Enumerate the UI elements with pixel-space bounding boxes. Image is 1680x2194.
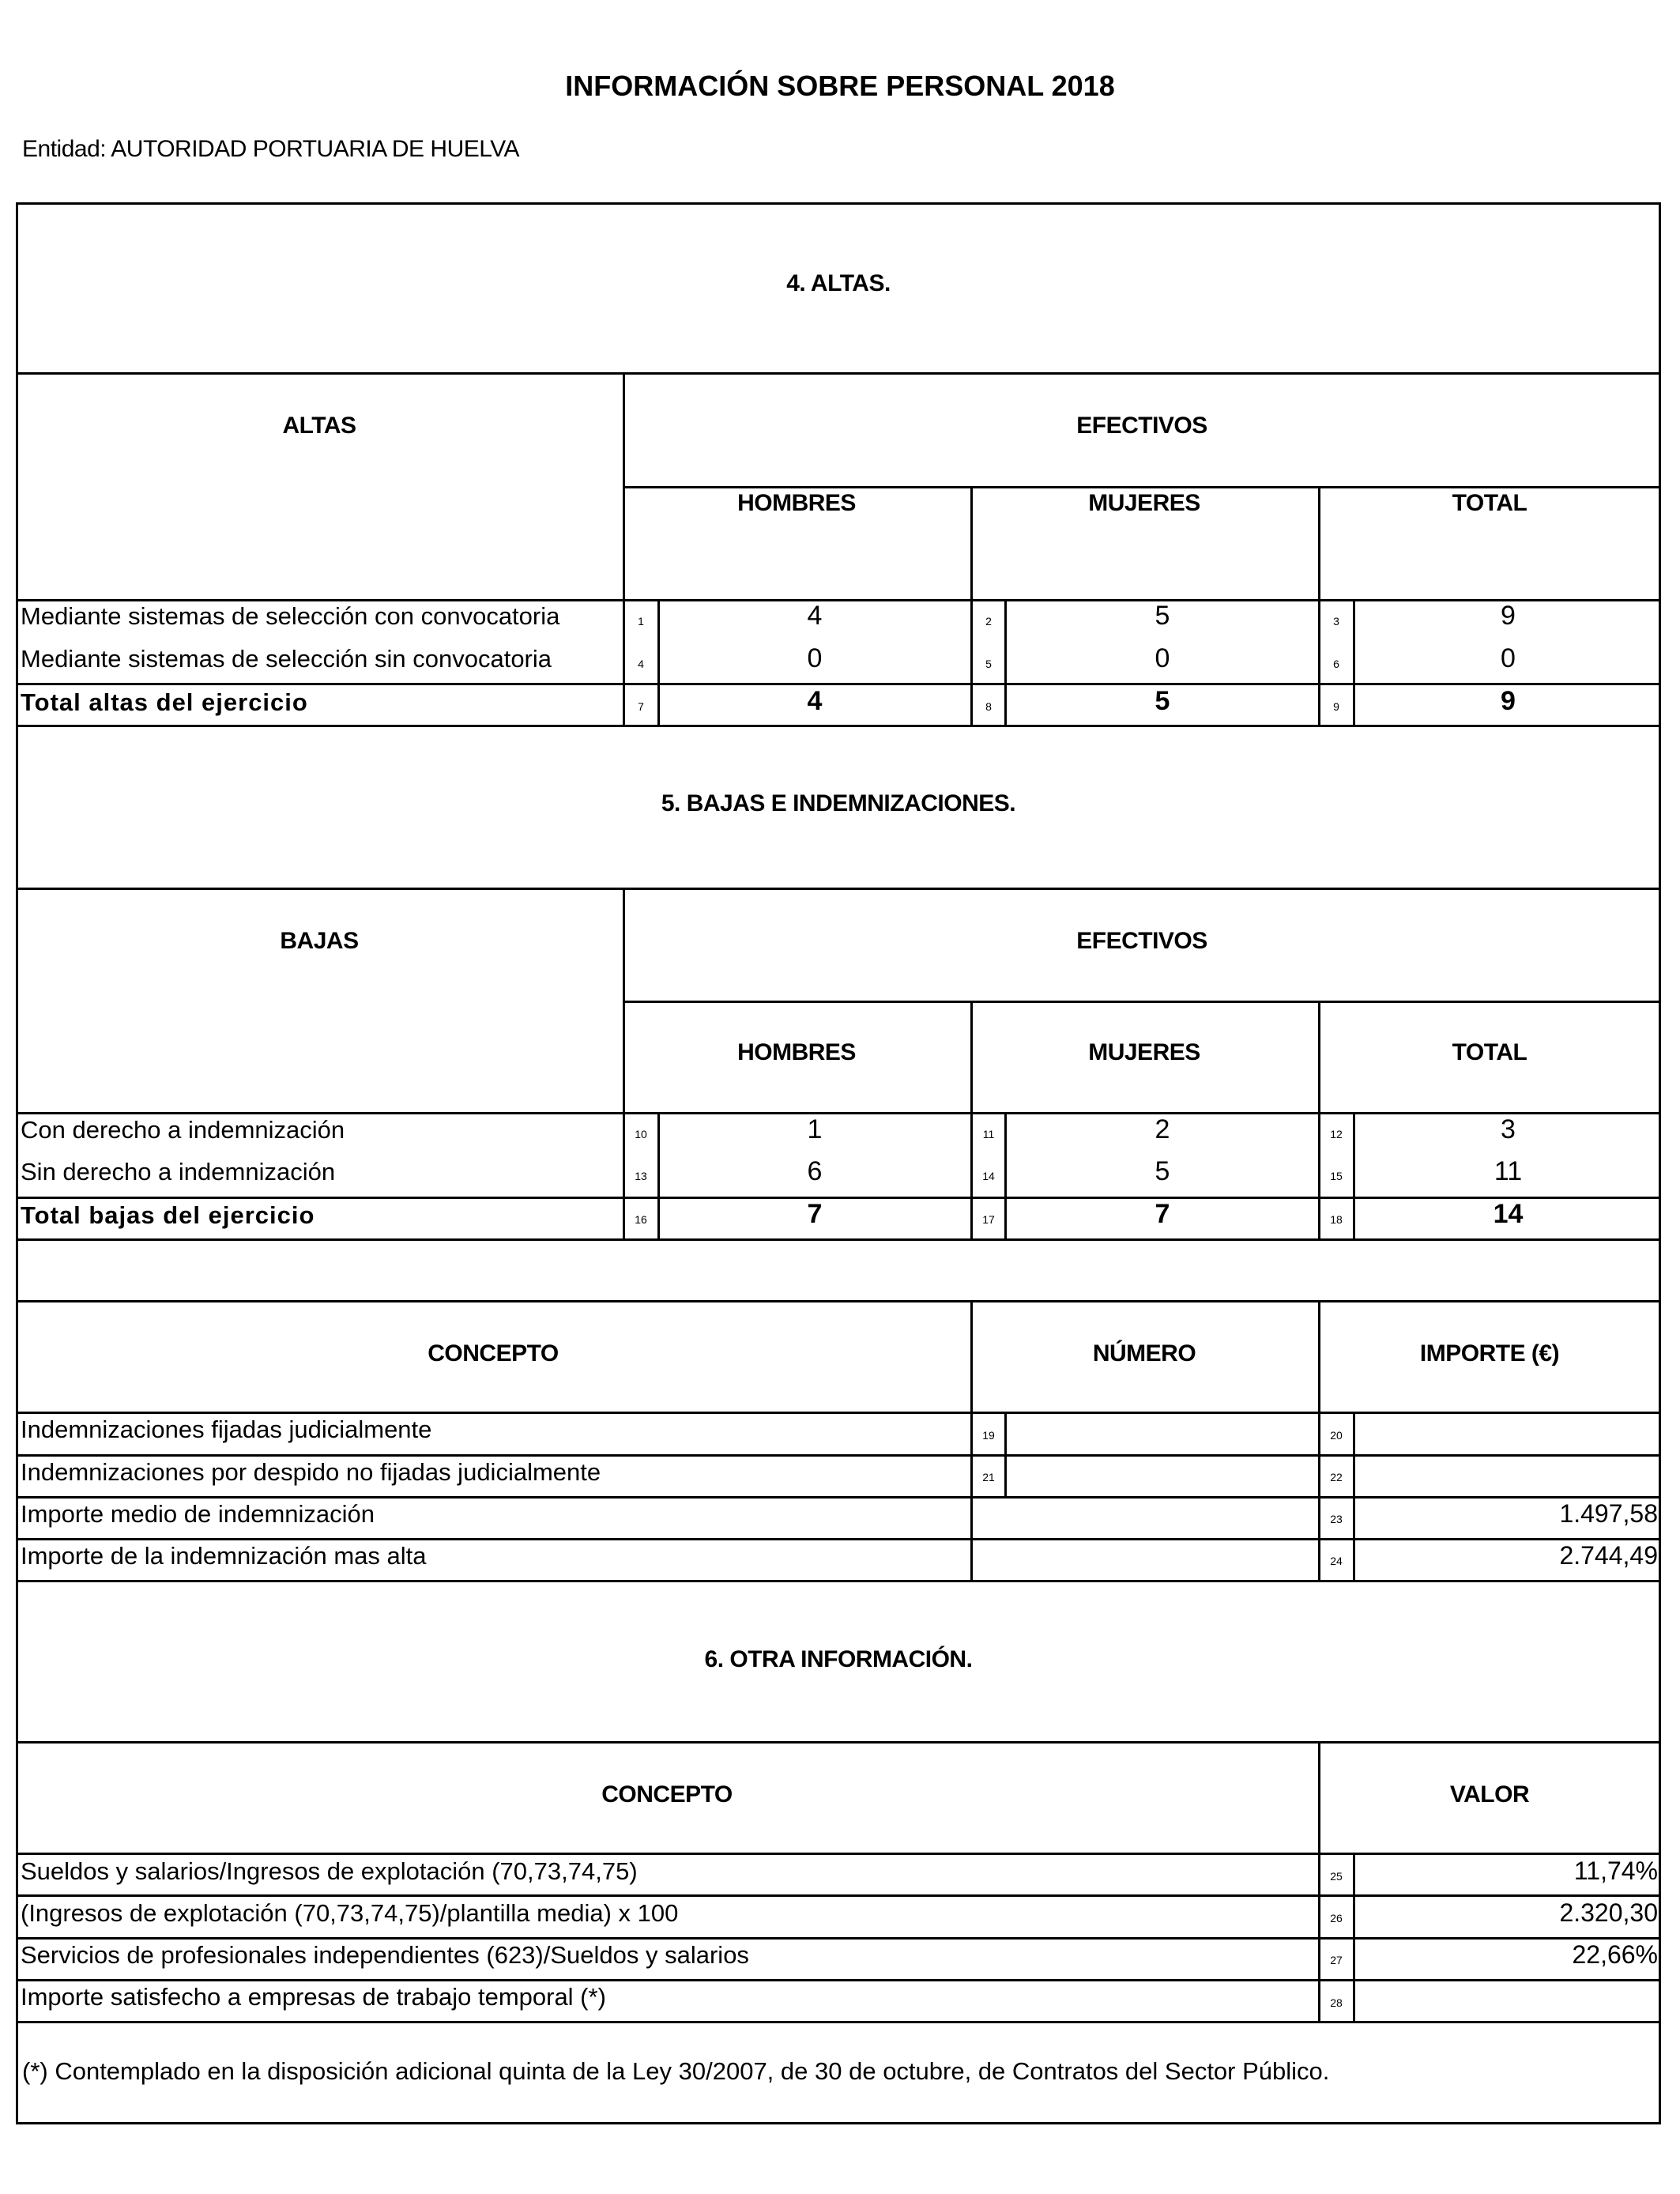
column-header-valor: VALOR [1449, 1781, 1530, 1808]
column-header-hombres: HOMBRES [737, 490, 856, 516]
bajas-row-label: Sin derecho a indemnización [21, 1158, 336, 1186]
valor-value: 2.320,30 [1559, 1898, 1658, 1927]
rule [1318, 486, 1320, 727]
column-header-concepto: CONCEPTO [428, 1340, 559, 1367]
rule [623, 1001, 1661, 1003]
indemn-row-label: Indemnizaciones fijadas judicialmente [21, 1416, 432, 1443]
cell-index: 6 [1333, 658, 1339, 670]
cell-index: 9 [1333, 700, 1339, 713]
cell-index: 22 [1330, 1471, 1343, 1483]
total-value: 0 [1501, 643, 1516, 673]
cell-index: 19 [982, 1429, 995, 1442]
rule [970, 486, 973, 727]
column-header-concepto: CONCEPTO [601, 1781, 733, 1808]
mujeres-value: 0 [1155, 643, 1170, 673]
column-header-numero: NÚMERO [1092, 1340, 1196, 1367]
indemn-row-label: Importe de la indemnización mas alta [21, 1542, 427, 1570]
mujeres-value: 5 [1155, 601, 1170, 631]
total-total: 14 [1493, 1199, 1524, 1229]
cell-index: 5 [985, 658, 992, 670]
total-value: 9 [1501, 601, 1516, 631]
cell-index: 8 [985, 700, 992, 713]
indemn-row-label: Indemnizaciones por despido no fijadas judicialmente [21, 1458, 601, 1486]
total-value: 11 [1494, 1156, 1523, 1186]
otra-row-label: Importe satisfecho a empresas de trabajo temporal (*) [21, 1983, 606, 2011]
column-header-hombres: HOMBRES [737, 1039, 856, 1065]
mujeres-total: 7 [1155, 1199, 1170, 1229]
cell-index: 24 [1330, 1555, 1343, 1567]
rule [1318, 1001, 1320, 1241]
altas-row-label: Mediante sistemas de selección con convocatoria [21, 602, 560, 630]
rule [16, 1454, 1661, 1457]
cell-index: 15 [1330, 1170, 1343, 1182]
cell-index: 28 [1330, 1996, 1343, 2009]
rule [16, 1496, 1661, 1498]
hombres-value: 0 [807, 643, 823, 673]
column-header-mujeres: MUJERES [1088, 1039, 1200, 1065]
cell-index: 27 [1330, 1954, 1343, 1966]
cell-index: 2 [985, 615, 992, 628]
cell-index: 26 [1330, 1912, 1343, 1924]
cell-index: 10 [635, 1128, 647, 1140]
cell-index: 16 [635, 1213, 647, 1226]
rule [16, 725, 1661, 727]
rule [16, 1741, 1661, 1744]
rule [16, 2021, 1661, 2023]
rule [16, 1300, 1661, 1302]
column-header-altas: ALTAS [282, 413, 356, 439]
page-title: INFORMACIÓN SOBRE PERSONAL 2018 [565, 70, 1115, 102]
mujeres-value: 2 [1155, 1114, 1170, 1144]
column-header-efectivos: EFECTIVOS [1076, 928, 1207, 954]
valor-value: 11,74% [1573, 1857, 1658, 1885]
rule [16, 888, 1661, 890]
altas-total-label: Total altas del ejercicio [21, 688, 308, 716]
cell-index: 14 [982, 1170, 995, 1182]
otra-row-label: Servicios de profesionales independientes (623)/Sueldos y salarios [21, 1941, 749, 1969]
rule [16, 1412, 1661, 1414]
column-header-mujeres: MUJERES [1088, 490, 1200, 516]
mujeres-total: 5 [1155, 686, 1170, 716]
column-header-total: TOTAL [1452, 1039, 1527, 1065]
cell-index: 1 [638, 615, 644, 628]
cell-index: 17 [982, 1213, 995, 1226]
rule [16, 1937, 1661, 1940]
hombres-value: 4 [807, 601, 823, 631]
cell-index: 4 [638, 658, 644, 670]
cell-index: 3 [1333, 615, 1339, 628]
hombres-total: 4 [807, 686, 823, 716]
rule [16, 1538, 1661, 1540]
rule [16, 1894, 1661, 1897]
importe-max-value: 2.744,49 [1559, 1541, 1658, 1570]
cell-index: 7 [638, 700, 644, 713]
rule [623, 486, 1661, 488]
cell-index: 12 [1330, 1128, 1343, 1140]
bajas-total-label: Total bajas del ejercicio [21, 1201, 315, 1229]
otra-row-label: (Ingresos de explotación (70,73,74,75)/plantilla media) x 100 [21, 1899, 679, 1927]
rule [16, 1853, 1661, 1855]
importe-medio-value: 1.497,58 [1559, 1499, 1658, 1528]
rule [16, 1979, 1661, 1981]
cell-index: 23 [1330, 1513, 1343, 1525]
footnote: (*) Contemplado en la disposición adicional quinta de la Ley 30/2007, de 30 de octubre, de Contratos del Sector Público. [22, 2057, 1330, 2085]
rule [16, 1238, 1661, 1241]
mujeres-value: 5 [1155, 1156, 1170, 1186]
cell-index: 25 [1330, 1870, 1343, 1883]
rule [16, 372, 1661, 375]
cell-index: 21 [982, 1471, 995, 1483]
column-header-efectivos: EFECTIVOS [1076, 413, 1207, 439]
entity-label: Entidad: AUTORIDAD PORTUARIA DE HUELVA [22, 136, 519, 162]
section-title-otra: 6. OTRA INFORMACIÓN. [704, 1646, 973, 1672]
column-header-total: TOTAL [1452, 490, 1527, 516]
hombres-value: 6 [807, 1156, 823, 1186]
column-header-bajas: BAJAS [280, 928, 359, 954]
cell-index: 11 [982, 1128, 995, 1140]
altas-row-label: Mediante sistemas de selección sin convocatoria [21, 645, 552, 673]
total-value: 3 [1501, 1114, 1516, 1144]
cell-index: 20 [1330, 1429, 1343, 1442]
cell-index: 18 [1330, 1213, 1343, 1226]
rule [970, 1001, 973, 1241]
rule [16, 1580, 1661, 1582]
valor-value: 22,66% [1572, 1940, 1658, 1969]
section-title-altas: 4. ALTAS. [786, 270, 891, 296]
bajas-row-label: Con derecho a indemnización [21, 1116, 345, 1144]
indemn-row-label: Importe medio de indemnización [21, 1500, 375, 1528]
total-total: 9 [1501, 686, 1516, 716]
rule [16, 683, 1661, 685]
section-title-bajas: 5. BAJAS E INDEMNIZACIONES. [661, 790, 1016, 816]
hombres-value: 1 [807, 1114, 823, 1144]
column-header-importe: IMPORTE (€) [1419, 1340, 1560, 1367]
hombres-total: 7 [807, 1199, 823, 1229]
cell-index: 13 [635, 1170, 647, 1182]
otra-row-label: Sueldos y salarios/Ingresos de explotación (70,73,74,75) [21, 1857, 638, 1885]
